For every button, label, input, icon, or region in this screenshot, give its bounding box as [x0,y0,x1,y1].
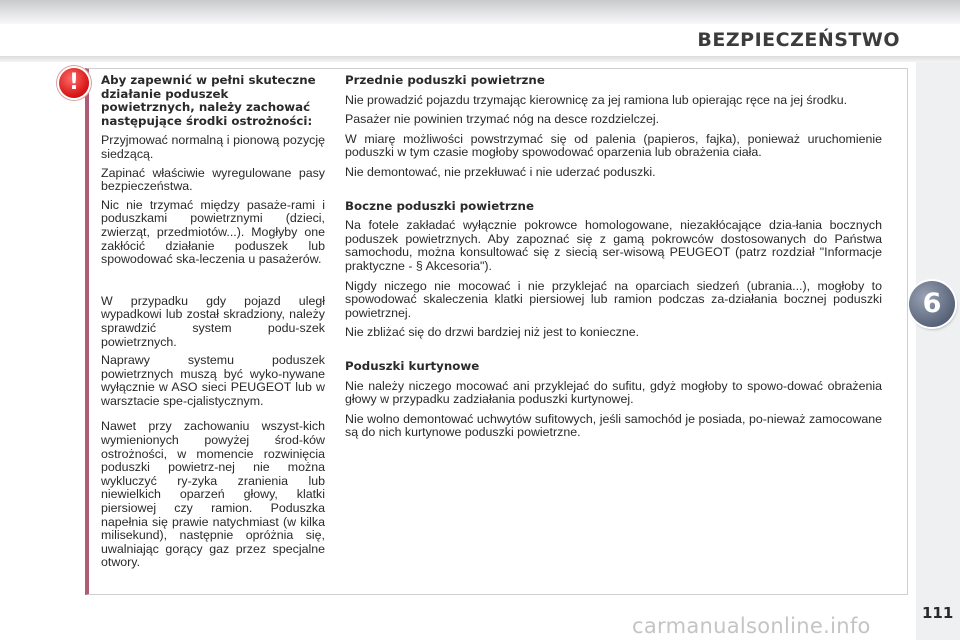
top-bar [0,0,960,24]
front-airbags-section [345,74,882,180]
left-column-title: Aby zapewnić w pełni skuteczne działanie poduszek powietrznych, należy zachować następujące środki ostrożności: [101,73,316,128]
section-paragraph: Nie prowadzić pojazdu trzymając kierownicę za jej ramiona lub opierając ręce na jej środku. [345,92,848,107]
left-paragraph: Przyjmować normalną i pionową pozycję siedzącą. [101,133,325,161]
section-paragraph: Nie należy niczego mocować ani przyklejać do sufitu, gdyż mogłoby to spowo-dować obrażenia głowy w przypadku zadziałania poduszki kurtynowej. [345,378,882,407]
left-paragraph: Nic nie trzymać między pasaże-rami i poduszkami powietrznymi (dzieci, zwierząt, przedmiotów...). Mogłyby one zakłócić działanie poduszek lub spowodować ska-leczenia u pasażerów. [101,197,325,267]
section-heading: Boczne poduszki powietrzne [345,198,534,213]
watermark: carmanualsonline.info [632,614,871,638]
section-heading: Poduszki kurtynowe [345,358,480,373]
left-paragraph: Nawet przy zachowaniu wszyst-kich wymienionych powyżej środ-ków ostrożności, w momencie rozwinięcia poduszki powietrz-nej nie można wykluczyć ry-zyka zranienia lub niewielkich oparzeń głowy, klatki piersiowej czy ramion. Poduszka napełnia się prawie natychmiast (w kilka milisekund), następnie opróżnia się, uwalniając gorący gaz przez specjalne otwory. [101,419,325,570]
section-paragraph: Na fotele zakładać wyłącznie pokrowce homologowane, niezakłócające dzia-łania bocznych poduszek powietrznych. Aby zapoznać się z gamą pokrowców dostosowanych do Państwa samochodu, można konsultować się z siecią ser-wisową PEUGEOT (patrz rozdział "Informacje praktyczne - § Akcesoria"). [345,218,882,273]
section-paragraph: Nigdy niczego nie mocować i nie przyklejać na oparciach siedzeń (ubrania...), mogłoby to spowodować skaleczenia klatki piersiowej lub ramion podczas za-działania bocznej poduszki powietrznej. [345,278,882,320]
side-airbags-section [345,200,882,340]
warning-icon: ! [59,68,89,98]
left-paragraph: Naprawy systemu poduszek powietrznych muszą być wyko-nywane wyłącznie w ASO sieci PEUGEOT lub w warsztacie spe-cjalistycznym. [101,353,325,408]
header-rule [0,56,960,62]
page-number: 111 [922,604,954,622]
right-column [345,74,882,460]
left-paragraph: W przypadku gdy pojazd uległ wypadkowi lub został skradziony, należy sprawdzić system podu-szek powietrznych. [101,293,325,349]
section-title: BEZPIECZEŃSTWO [697,29,900,51]
section-paragraph: Pasażer nie powinien trzymać nóg na desce rozdzielczej. [345,112,660,127]
section-heading: Przednie poduszki powietrzne [345,73,545,87]
section-paragraph: Nie wolno demontować uchwytów sufitowych, jeśli samochód je posiada, po-nieważ zamocowane są do nich kurtynowe poduszki powietrzne. [345,411,882,440]
curtain-airbags-section [345,360,882,440]
chapter-strip [916,62,960,640]
chapter-tab[interactable]: 6 [909,281,955,327]
left-paragraph: Zapinać właściwie wyregulowane pasy bezpieczeństwa. [101,165,325,194]
left-column [101,74,325,575]
section-paragraph: Nie demontować, nie przekłuwać i nie uderzać poduszki. [345,164,656,179]
section-paragraph: W miarę możliwości powstrzymać się od palenia (papieros, fajka), ponieważ uruchomienie poduszki w tym czasie mogłoby spowodować oparzenia lub obrażenia ciała. [345,131,882,160]
section-paragraph: Nie zbliżać się do drzwi bardziej niż jest to konieczne. [345,325,640,340]
